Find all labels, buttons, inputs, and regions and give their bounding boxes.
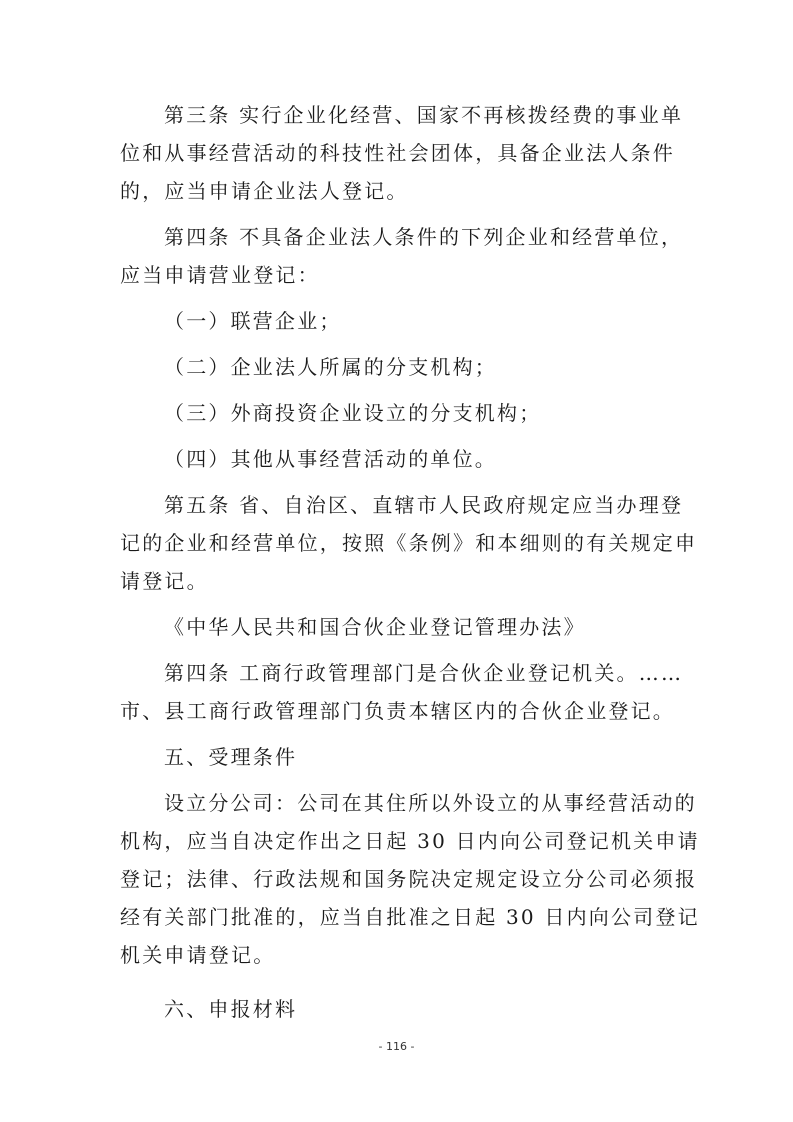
document-body — [120, 96, 700, 1028]
article-5-line-1: 第五条 省、自治区、直辖市人民政府规定应当办理登 — [164, 493, 684, 517]
article-5-line-2: 记的企业和经营单位，按照《条例》和本细则的有关规定申 — [120, 531, 698, 555]
article-3-line-2: 位和从事经营活动的科技性社会团体，具备企业法人条件 — [120, 141, 675, 165]
article-4-line-1: 第四条 不具备企业法人条件的下列企业和经营单位， — [164, 225, 684, 249]
list-item-2: （二）企业法人所属的分支机构； — [164, 355, 497, 379]
list-item-3: （三）外商投资企业设立的分支机构； — [164, 401, 542, 425]
partnership-article-4-line-2: 市、县工商行政管理部门负责本辖区内的合伙企业登记。 — [120, 699, 675, 723]
partnership-article-4-line-1: 第四条 工商行政管理部门是合伙企业登记机关。…… — [164, 661, 684, 685]
page-number: - 116 - — [378, 1040, 415, 1053]
section-heading-6: 六、申报材料 — [164, 997, 298, 1021]
branch-conditions-line-4: 经有关部门批准的，应当自批准之日起 30 日内向公司登记 — [120, 905, 700, 929]
article-3-line-1: 第三条 实行企业化经营、国家不再核拨经费的事业单 — [164, 103, 684, 127]
branch-conditions-line-5: 机关申请登记。 — [120, 943, 276, 967]
regulation-title: 《中华人民共和国合伙企业登记管理办法》 — [164, 615, 586, 639]
list-item-4: （四）其他从事经营活动的单位。 — [164, 447, 497, 471]
article-4-line-2: 应当申请营业登记： — [120, 263, 320, 287]
branch-conditions-line-3: 登记；法律、行政法规和国务院决定规定设立分公司必须报 — [120, 867, 698, 891]
list-item-1: （一）联营企业； — [164, 309, 342, 333]
article-5-line-3: 请登记。 — [120, 569, 209, 593]
section-heading-5: 五、受理条件 — [164, 745, 298, 769]
article-3-line-3: 的，应当申请企业法人登记。 — [120, 179, 409, 203]
branch-conditions-line-2: 机构，应当自决定作出之日起 30 日内向公司登记机关申请 — [120, 829, 700, 853]
branch-conditions-line-1: 设立分公司：公司在其住所以外设立的从事经营活动的 — [164, 791, 697, 815]
